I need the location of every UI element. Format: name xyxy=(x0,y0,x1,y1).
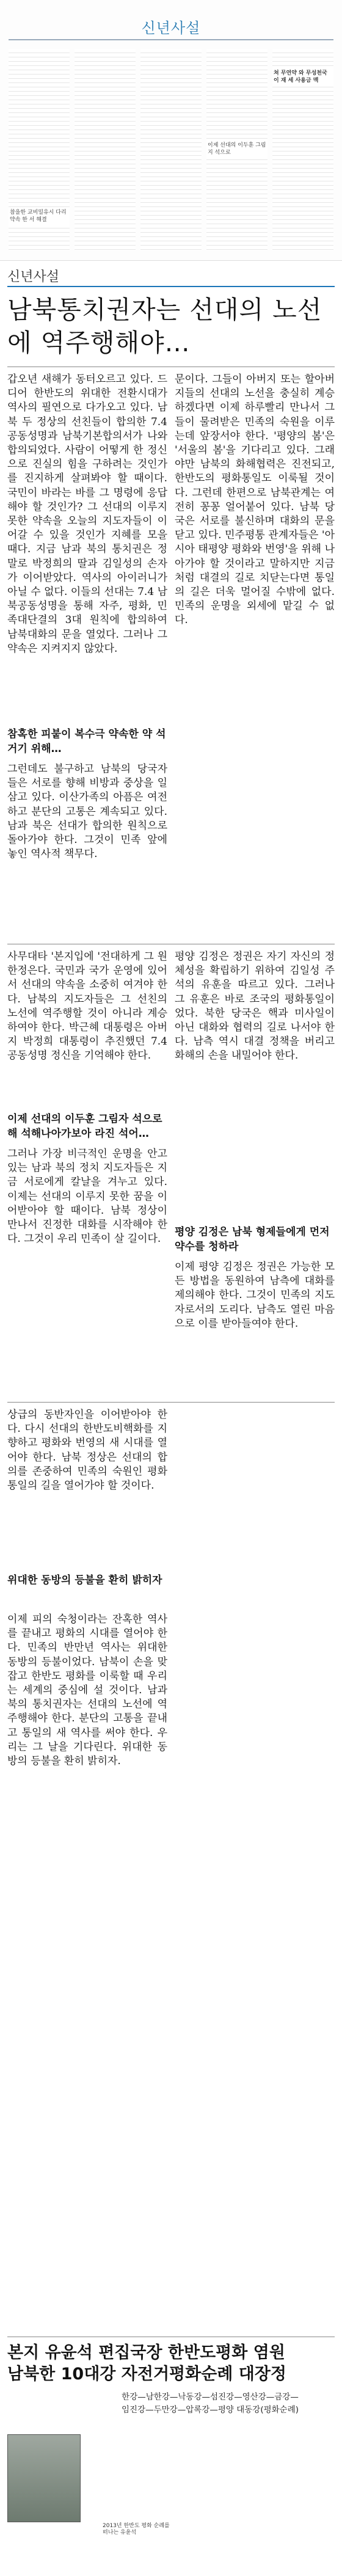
route-line1: 한강—남한강—낙동강—섬진강—영산강—금강— xyxy=(122,2392,299,2402)
subheading: 참혹한 피붙이 복수극 약속한 약 석거기 위해… xyxy=(7,728,166,755)
footer-title-line1: 본지 유윤석 편집국장 한반도평화 염원 xyxy=(7,2343,285,2362)
article-headline: 남북통치권자는 선대의 노선에 역주행해야… xyxy=(7,295,322,357)
cyclist-photo xyxy=(7,2434,81,2522)
article-column: 문이다. 그들이 아버지 또는 할아버지들의 선대의 노선을 충실히 계승하겠다면 이제 하루빨리 만나서 그들이 물려받은 민족의 숙원을 이루는데 앞장서야 한다. '평양의 봄'은 '서울의 봄'을 기다리고 있다. 그래야만 남북의 화해협력은 진전되고, 한반도의 평화통일도 이룩될 것이다. 그런데 한편으로 남북관계는 여전히 꽁꽁 얼어붙어 있다. 남북 당국은 서로를 불신하며 대화의 문을 닫고 있다. 민주평통 관계자들은 '아시아 태평양 평화와 번영'을 위해 나아가야 할 것이라고 말하지만 지금처럼 대결의 길로 치닫는다면 통일의 길은 더욱 멀어질 수밖에 없다. 민족의 운명을 외세에 맡길 수 없다. xyxy=(175,373,335,627)
article-column: 이제 피의 숙청이라는 잔혹한 역사를 끝내고 평화의 시대를 열어야 한다. 민족의 반만년 역사는 위대한 동방의 등불이었다. 남북이 손을 맞잡고 한반도 평화를 이룩할 때 우리는 세계의 중심에 설 것이다. 남과 북의 통치권자는 선대의 노선에 역주행해야 한다. 분단의 고통을 끝내고 통일의 새 역사를 써야 한다. 우리는 그 날을 기다린다. 위대한 동방의 등불을 환히 밝히자. xyxy=(7,1613,167,1768)
article-column: 그런데도 불구하고 남북의 당국자들은 서로를 향해 비방과 중상을 일삼고 있다. 이산가족의 아픔은 여전하고 분단의 고통은 계속되고 있다. 남과 북은 선대가 합의한 원칙으로 돌아가야 한다. 그것이 민족 앞에 놓인 역사적 책무다. xyxy=(7,763,167,861)
thumbnail-title: 신년사설 xyxy=(141,20,201,37)
divider xyxy=(7,1402,335,1403)
section-label: 신년사설 xyxy=(7,269,60,285)
thumbnail-note-mid: 이제 선대의 이두훈 그림 지 석으로 xyxy=(206,140,267,158)
article-column: 사무대타 '본지입에 '전대하게 그 원 한정은다. 국민과 국가 운영에 있어서 선대의 약속을 소중히 여겨야 한다. 남북의 지도자들은 그 선친의 노선에 역주행할 것이 아니라 계승하여야 한다. 박근혜 대통령은 아버지 박정희 대통령이 추진했던 7.4 공동성명 정신을 기억해야 한다. xyxy=(7,950,167,1062)
article-column: 상급의 동반자인을 이어받아야 한다. 다시 선대의 한반도비핵화를 지향하고 평화와 번영의 새 시대를 열어야 한다. 남북 정상은 선대의 합의를 존중하여 민족의 숙원인 평화통일의 길을 열어가야 할 것이다. xyxy=(7,1409,167,1492)
article-column: 평양 김정은 정권은 자기 자신의 정체성을 확립하기 위하여 김일성 주석의 유훈을 따르고 있다. 그러나 그 유훈은 바로 조국의 평화통일이었다. 북한 당국은 핵과 미사일이 아닌 대화와 협력의 길로 나서야 한다. 남측 역시 대결 정책을 버리고 화해의 손을 내밀어야 한다. xyxy=(175,950,335,1062)
route-line2: 임진강—두만강—압록강—평양 대동강(평화순례) xyxy=(121,2405,299,2415)
thumbnail-preview xyxy=(0,0,342,261)
article-column: 그러나 가장 비극적인 운명을 안고 있는 남과 북의 정치 지도자들은 지금 서로에게 칼날을 겨누고 있다. 이제는 선대의 이루지 못한 꿈을 이어받아야 할 때이다. 남북 정상이 만나서 진정한 대화를 시작해야 한다. 그것이 우리 민족이 살 길이다. xyxy=(7,1148,167,1246)
footer-title-line2: 남북한 10대강 자전거평화순례 대장정 xyxy=(7,2365,287,2384)
subheading: 이제 선대의 이두훈 그림자 석으로 해 석해나아가보아 라진 석어… xyxy=(7,1113,162,1140)
thumbnail-column xyxy=(140,49,202,250)
subheading: 위대한 동방의 등불을 환히 밝히자 xyxy=(7,1574,162,1586)
thumbnail-rule xyxy=(9,39,333,40)
section-rule xyxy=(7,286,335,287)
photo-caption: 2013년 한반도 평화 순례를 떠나는 유윤석 xyxy=(103,2523,170,2536)
article-column: 갑오년 새해가 동터오르고 있다. 드디어 한반도의 위대한 전환시대가 역사의 필연으로 다가오고 있다. 남북 두 정상의 선친들이 합의한 7.4공동성명과 남북기본합의서가 나와 합의되었다. 사람이 어떻게 한 정신으로 진실의 힘을 구하려는 것인가를 진지하게 살펴봐야 할 때이다. 국민이 바라는 바를 그 명령에 응답해야 할 것인가? 그 선대의 이루지 못한 약속을 오늘의 지도자들이 이어갈 수 있을 것인가 지혜를 모을 때다. 지금 남과 북의 통치권은 정말로 박정희의 딸과 김일성의 손자가 이어받았다. 역사의 아이러니가 아닐 수 없다. 이들의 선대는 7.4 남북공동성명을 통해 자주, 평화, 민족대단결의 3대 원칙에 합의하여 남북대화의 문을 열었다. 그러나 그 약속은 지켜지지 않았다. xyxy=(7,373,167,655)
thumbnail-column xyxy=(75,49,136,250)
thumbnail-note-right: 쳐 무연약 와 무성천국이 재 세 사용금 맥 xyxy=(272,68,333,86)
article-column: 이제 평양 김정은 정권은 가능한 모든 방법을 동원하여 남측에 대화를 제의해야 한다. 그것이 민족의 지도자로서의 도리다. 남측도 열린 마음으로 이를 받아들여야 한다. xyxy=(175,1261,335,1330)
subheading: 평양 김정은 남북 형제들에게 먼저 약수를 청하라 xyxy=(175,1226,330,1253)
thumbnail-note-left: 참을한 교비밀유시 다리 약속 한 서 해결 xyxy=(9,208,70,225)
